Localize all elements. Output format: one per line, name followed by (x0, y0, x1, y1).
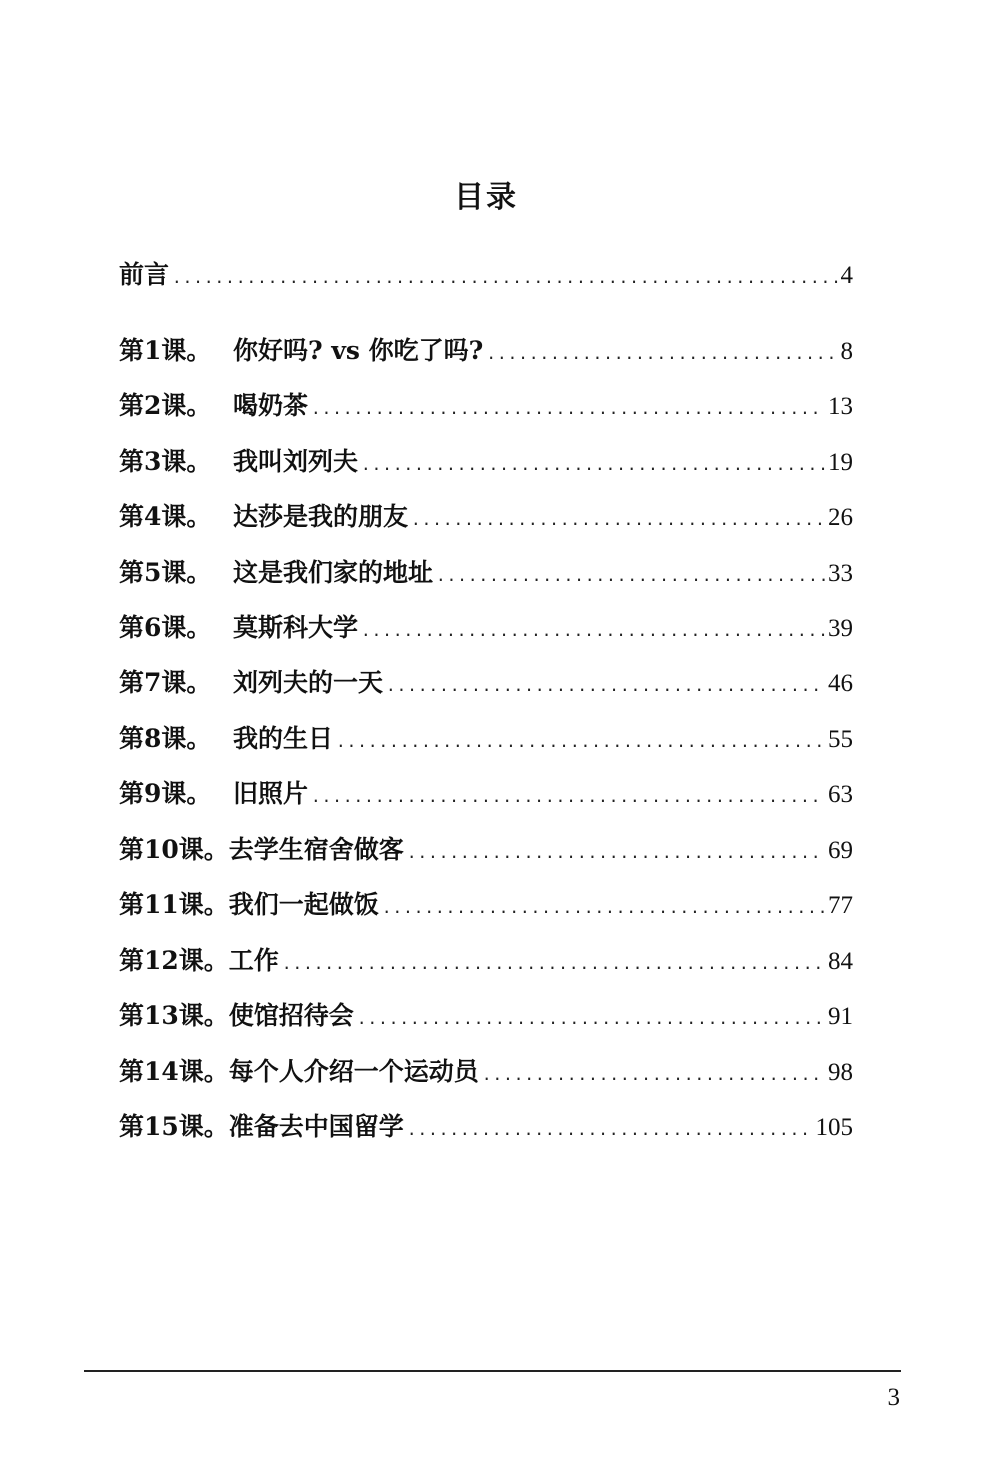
lesson-number: 第10课。 (119, 835, 229, 864)
lesson-number: 第12课。 (119, 946, 229, 975)
toc-page-number: 84 (828, 948, 853, 975)
lesson-title: 使馆招待会 (228, 1001, 354, 1030)
toc-page-number: 69 (828, 837, 853, 864)
lesson-title: 刘列夫的一天 (233, 668, 384, 697)
dot-leader (361, 448, 825, 482)
dot-leader (282, 947, 825, 981)
toc-entry-lesson-5[interactable] (119, 556, 853, 590)
lesson-number: 第14课。 (119, 1057, 229, 1086)
toc-title: 目录 (454, 180, 518, 215)
lesson-title: 我们一起做饭 (228, 890, 379, 919)
toc-entry-lesson-15[interactable] (119, 1110, 853, 1144)
toc-entry-lesson-13[interactable] (119, 999, 853, 1033)
toc-page-number: 26 (828, 504, 853, 531)
lesson-title: 这是我们家的地址 (233, 558, 434, 587)
lesson-number: 第7课。 (119, 668, 212, 697)
toc-page-number: 55 (828, 726, 853, 753)
lesson-title: 我叫刘列夫 (233, 447, 359, 476)
lesson-number: 第6课。 (119, 613, 212, 642)
lesson-number: 第15课。 (119, 1112, 229, 1141)
lesson-number: 第5课。 (119, 558, 212, 587)
lesson-number: 第11课。 (119, 890, 229, 919)
lesson-number: 第3课。 (119, 447, 212, 476)
dot-leader (411, 503, 825, 537)
dot-leader (436, 559, 825, 593)
lesson-title: 去学生宿舍做客 (228, 835, 404, 864)
dot-leader (361, 614, 825, 648)
toc-entry-lesson-12[interactable] (119, 944, 853, 978)
toc-page-number: 39 (828, 615, 853, 642)
dot-leader (357, 1002, 825, 1036)
lesson-title: 工作 (228, 946, 279, 975)
toc-page-number: 33 (828, 560, 853, 587)
dot-leader (311, 392, 825, 426)
toc-entry-lesson-1[interactable] (119, 334, 853, 368)
toc-page-number: 19 (828, 449, 853, 476)
toc-entry-lesson-3[interactable] (119, 445, 853, 479)
footer-divider (84, 1370, 901, 1372)
toc-page-number: 98 (828, 1059, 853, 1086)
toc-entry-lesson-8[interactable] (119, 722, 853, 756)
toc-page-number: 105 (815, 1114, 853, 1141)
dot-leader (482, 1058, 825, 1092)
dot-leader (486, 337, 837, 371)
lesson-title: 每个人介绍一个运动员 (228, 1057, 479, 1086)
toc-entry-lesson-11[interactable] (119, 888, 853, 922)
toc-entry-lesson-2[interactable] (119, 389, 853, 423)
lesson-number: 第2课。 (119, 391, 212, 420)
toc-entry-lesson-6[interactable] (119, 611, 853, 645)
dot-leader (407, 1113, 813, 1147)
lesson-title: 旧照片 (233, 779, 309, 808)
toc-entry-preface[interactable] (119, 258, 853, 292)
toc-entry-label: 前言 (119, 260, 170, 289)
toc-page-number: 8 (840, 338, 853, 365)
toc-page-number: 63 (828, 781, 853, 808)
toc-entry-lesson-14[interactable] (119, 1055, 853, 1089)
toc-entry-lesson-9[interactable] (119, 777, 853, 811)
toc-entry-lesson-4[interactable] (119, 500, 853, 534)
dot-leader (311, 780, 825, 814)
dot-leader (407, 836, 825, 870)
lesson-number: 第13课。 (119, 1001, 229, 1030)
lesson-number: 第8课。 (119, 724, 212, 753)
dot-leader (382, 891, 825, 925)
lesson-number: 第9课。 (119, 779, 212, 808)
toc-page-number: 91 (828, 1003, 853, 1030)
toc-page-number: 46 (828, 670, 853, 697)
toc-page-number: 13 (828, 393, 853, 420)
toc-entry-lesson-10[interactable] (119, 833, 853, 867)
lesson-title: 莫斯科大学 (233, 613, 359, 642)
lesson-title: 喝奶茶 (233, 391, 309, 420)
toc-page-number: 4 (840, 262, 853, 289)
toc-entry-lesson-7[interactable] (119, 666, 853, 700)
lesson-title: 达莎是我的朋友 (233, 502, 409, 531)
page-number: 3 (887, 1384, 900, 1411)
lesson-title: 我的生日 (233, 724, 334, 753)
lesson-title: 你好吗? vs 你吃了吗? (233, 336, 484, 365)
lesson-number: 第1课。 (119, 336, 212, 365)
dot-leader (386, 669, 825, 703)
lesson-number: 第4课。 (119, 502, 212, 531)
dot-leader (172, 261, 837, 295)
dot-leader (336, 725, 825, 759)
lesson-title: 准备去中国留学 (228, 1112, 404, 1141)
toc-page-number: 77 (828, 892, 853, 919)
